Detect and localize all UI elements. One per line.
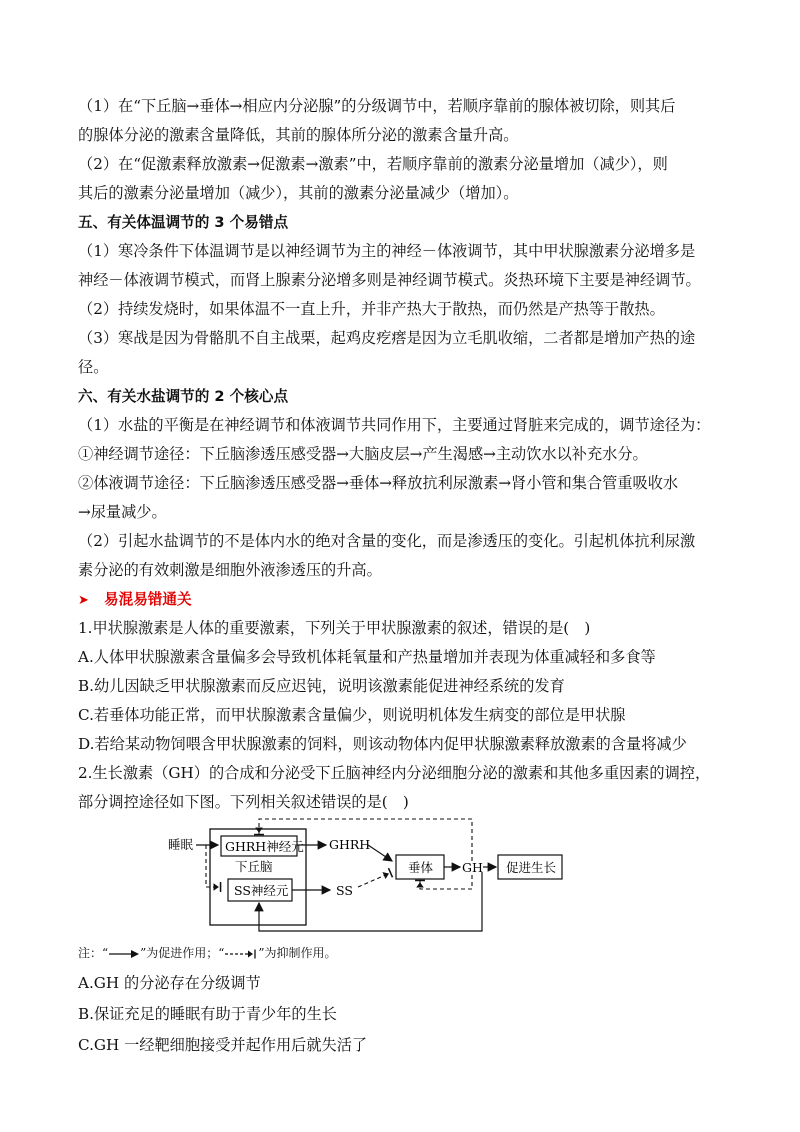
sleep-label: 睡眠	[168, 837, 194, 852]
gh-label: GH	[462, 860, 483, 875]
text-line: ①神经调节途径：下丘脑渗透压感受器→大脑皮层→产生渴感→主动饮水以补充水分。	[78, 445, 648, 463]
question-1-option-b: B.幼儿因缺乏甲状腺激素而反应迟钝，说明该激素能促进神经系统的发育	[78, 677, 565, 695]
text-line: 径。	[78, 358, 109, 376]
note-text: ”为抑制作用。	[258, 946, 337, 960]
question-1-stem: 1.甲状腺激素是人体的重要激素，下列关于甲状腺激素的叙述，错误的是( )	[78, 619, 591, 637]
pituitary-label: 垂体	[408, 860, 434, 875]
section-heading-temperature: 五、有关体温调节的 3 个易错点	[78, 214, 289, 231]
question-1-option-c: C.若垂体功能正常，而甲状腺激素含量偏少，则说明机体发生病变的部位是甲状腺	[78, 706, 626, 724]
diagram-note	[78, 943, 728, 963]
section-heading-water-salt: 六、有关水盐调节的 2 个核心点	[78, 388, 289, 405]
note-text: 注：“	[78, 946, 109, 960]
text-line: →尿量减少。	[78, 503, 167, 521]
promote-arrow-icon	[108, 949, 140, 959]
text-line: （3）寒战是因为骨骼肌不自主战栗，起鸡皮疙瘩是因为立毛肌收缩，二者都是增加产热的途	[78, 329, 696, 347]
text-line: 神经－体液调节模式，而肾上腺素分泌增多则是神经调节模式。炎热环境下主要是神经调节。	[78, 271, 701, 289]
text-line: 素分泌的有效刺激是细胞外液渗透压的升高。	[78, 561, 382, 579]
diagram-svg	[78, 817, 728, 943]
ss-neuron-label: SS神经元	[234, 883, 289, 898]
question-1-option-d: D.若给某动物饲喂含甲状腺激素的饲料，则该动物体内促甲状腺激素释放激素的含量将减少	[78, 735, 687, 753]
text-line: （2）在“促激素释放激素→促激素→激素”中，若顺序靠前的激素分泌量增加（减少），则	[78, 155, 668, 173]
text-line: （1）在“下丘脑→垂体→相应内分泌腺”的分级调节中，若顺序靠前的腺体被切除，则其后	[78, 97, 676, 115]
section-heading-practice	[78, 585, 728, 614]
text-line: （2）引起水盐调节的不是体内水的绝对含量的变化，而是渗透压的变化。引起机体抗利尿激	[78, 532, 696, 550]
arrow-ghrh-to-pituitary	[368, 845, 392, 861]
question-2-option-a: A.GH 的分泌存在分级调节	[78, 974, 261, 992]
ghrh-label: GHRH	[329, 837, 371, 852]
question-2-option-c: C.GH 一经靶细胞接受并起作用后就失活了	[78, 1036, 368, 1054]
question-2-option-b: B.保证充足的睡眠有助于青少年的生长	[78, 1005, 337, 1023]
note-text: ”为促进作用；“	[140, 946, 225, 960]
question-1-option-a: A.人体甲状腺激素含量偏多会导致机体耗氧量和产热量增加并表现为体重减轻和多食等	[78, 648, 656, 666]
inhibit-arrow-icon	[224, 949, 258, 959]
document-page	[78, 92, 728, 1061]
text-line: 其后的激素分泌量增加（减少），其前的激素分泌量减少（增加）。	[78, 184, 519, 202]
gh-regulation-diagram	[78, 817, 728, 943]
text-line: ②体液调节途径：下丘脑渗透压感受器→垂体→释放抗利尿激素→肾小管和集合管重吸收水	[78, 474, 679, 492]
text-line: 的腺体分泌的激素含量降低，其前的腺体所分泌的激素含量升高。	[78, 126, 519, 144]
ghrh-neuron-label: GHRH神经元	[225, 839, 304, 854]
question-2-stem: 部分调控途径如下图。下列相关叙述错误的是( )	[78, 793, 409, 811]
text-line: （2）持续发烧时，如果体温不一直上升，并非产热大于散热，而仍然是产热等于散热。	[78, 300, 665, 318]
text-line: （1）寒冷条件下体温调节是以神经调节为主的神经－体液调节，其中甲状腺激素分泌增多是	[78, 242, 696, 260]
arrow-gh-feedback-pituitary	[420, 875, 472, 889]
arrow-ss-to-pituitary	[358, 873, 390, 887]
text-line: （1）水盐的平衡是在神经调节和体液调节共同作用下，主要通过肾脏来完成的，调节途径为：	[78, 416, 711, 434]
triangle-bullet-icon: ➤	[78, 593, 89, 608]
question-2-stem: 2.生长激素（GH）的合成和分泌受下丘脑神经内分泌细胞分泌的激素和其他多重因素的调控，	[78, 764, 711, 782]
growth-label: 促进生长	[506, 860, 557, 875]
hypothalamus-label: 下丘脑	[235, 859, 273, 874]
ss-label: SS	[336, 883, 353, 898]
section-heading-label: 易混易错通关	[104, 591, 192, 608]
arrow-sleep-to-ss	[206, 845, 220, 887]
